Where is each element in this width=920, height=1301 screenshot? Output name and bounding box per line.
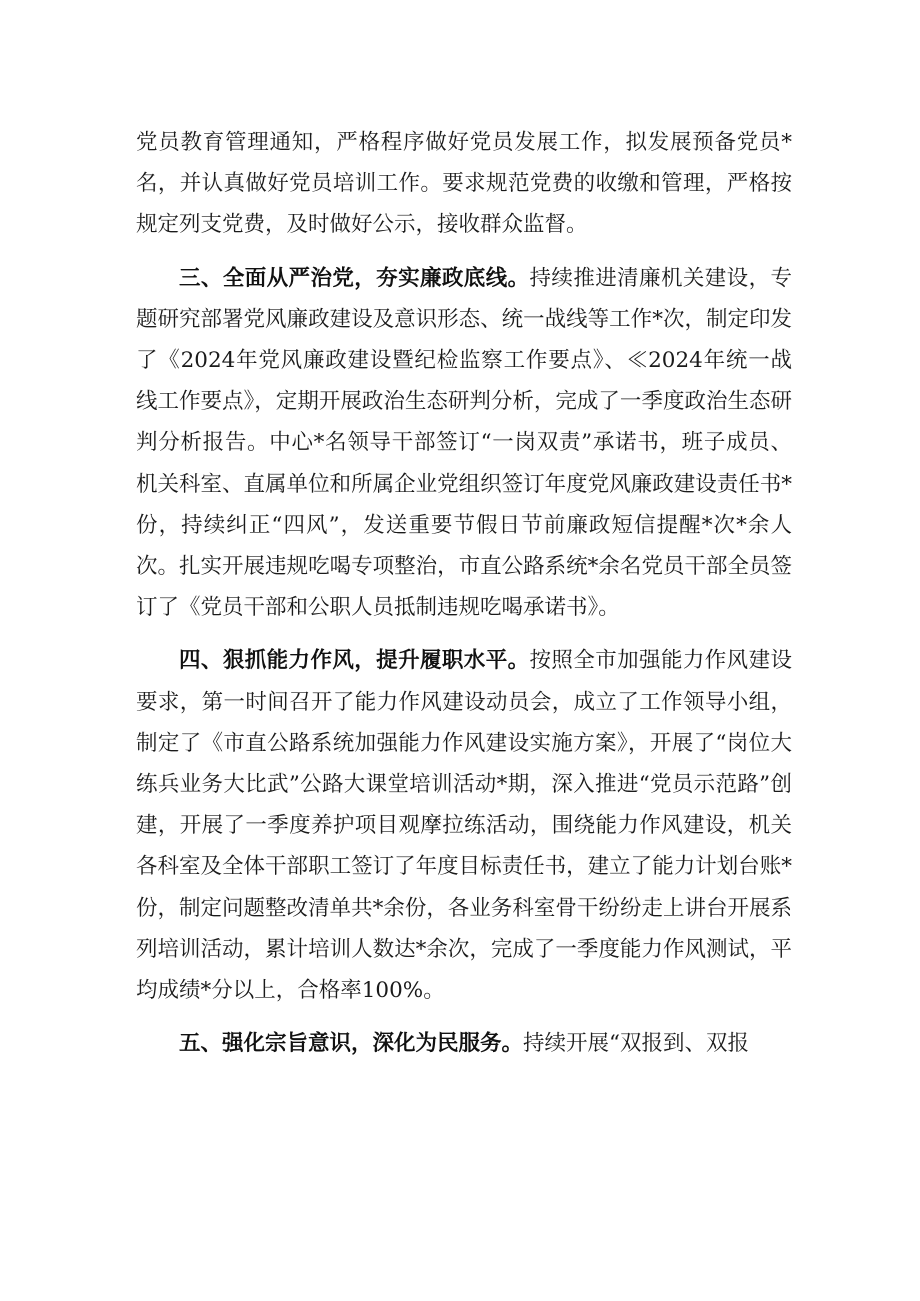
paragraph-section-three bbox=[136, 258, 792, 629]
paragraph-text: 党员教育管理通知，严格程序做好党员发展工作，拟发展预备党员*名，并认真做好党员培训工作。要求规范党费的收缴和管理，严格按规定列支党费，及时做好公示，接收群众监督。 bbox=[136, 130, 792, 238]
paragraph-party-member-education bbox=[136, 122, 792, 246]
paragraph-section-four bbox=[136, 640, 792, 1011]
document-body bbox=[136, 122, 792, 1076]
paragraph-section-five bbox=[136, 1023, 792, 1064]
section-heading-five: 五、强化宗旨意识，深化为民服务。 bbox=[179, 1031, 524, 1057]
paragraph-text: 持续推进清廉机关建设，专题研究部署党风廉政建设及意识形态、统一战线等工作*次，制定印发了《2024年党风廉政建设暨纪检监察工作要点》、≪2024年统一战线工作要点》，定期开展政治生态研判分析，完成了一季度政治生态研判分析报告。中心*名领导干部签订“一岗双责”承诺书，班子成员、机关科室、直属单位和所属企业党组织签订年度党风廉政建设责任书*份，持续纠正“四风”，发送重要节假日节前廉政短信提醒*次*余人次。扎实开展违规吃喝专项整治，市直公路系统*余名党员干部全员签订了《党员干部和公职人员抵制违规吃喝承诺书》。 bbox=[136, 265, 792, 621]
paragraph-text: 持续开展“双报到、双报 bbox=[523, 1031, 750, 1057]
section-heading-three: 三、全面从严治党，夯实廉政底线。 bbox=[179, 265, 530, 291]
section-heading-four: 四、狠抓能力作风，提升履职水平。 bbox=[179, 648, 530, 674]
paragraph-text: 按照全市加强能力作风建设要求，第一时间召开了能力作风建设动员会，成立了工作领导小组，制定了《市直公路系统加强能力作风建设实施方案》，开展了“岗位大练兵业务大比武”公路大课堂培训活动*期，深入推进“党员示范路”创建，开展了一季度养护项目观摩拉练活动，围绕能力作风建设，机关各科室及全体干部职工签订了年度目标责任书，建立了能力计划台账*份，制定问题整改清单共*余份，各业务科室骨干纷纷走上讲台开展系列培训活动，累计培训人数达*余次，完成了一季度能力作风测试，平均成绩*分以上，合格率100%。 bbox=[136, 648, 792, 1004]
